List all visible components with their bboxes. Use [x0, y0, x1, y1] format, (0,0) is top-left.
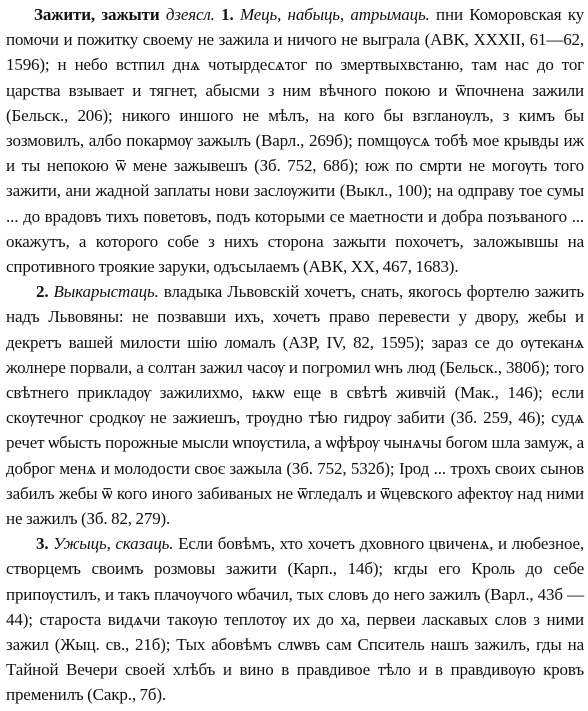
sense-citations-1: пни Коморовская ку помочи и пожитку своему не зажила и ничого не выграла (АВК, XXXII, 61—62, 1596); н небо встпил днѧ чотырдесѧтог по змертвыхвстаню, там нас до тог царства взывает и тягнет, абысми з ним вѣчного покою и ѿпочнена зажили (Бельск., 206); никого иншого не мѣлъ, на кого бы взгланѹлъ, з кимъ бы зозмовилъ, албо покармѹ зажылъ (Варл., 269б); помщѹсѧ тобѣ мое крывды иж и ты непокою ѿ мене зажывешъ (Зб. 752, 68б); юж по смрти не могѹть того зажити, ани жадной заплаты нови заслѹжити (Выкл., 100); на одправу тое сумы ... до врадовъ тихъ поветовъ, подъ которыми се маетности и добра позъваного ... окажутъ, а которого собе з нихъ сторона зажыти похочетъ, заложывшы на спротивного троякие заруки, одъсылаемъ (АВК, XX, 467, 1683). — [6, 5, 584, 277]
sense-definition-2: Выкарыстаць. — [53, 282, 159, 302]
part-of-speech: дзеясл. — [165, 5, 215, 24]
sense-number-1: 1. — [221, 5, 234, 24]
entry-sense-2 — [6, 279, 584, 531]
headword: Зажити, зажыти — [34, 5, 160, 24]
sense-citations-2: владыка Львовскій хочетъ, снать, якогось фортелю зажить надъ Львовяны: не позвавши ихъ, хочетъ право перевести у двору, жебы и декретъ вашей милости шію ломалъ (АЗР, IV, 82, 1595); зараз се до ѹтеканѧ жолнере порвали, а солтан зажил часѹ и погромил ѡнъ люд (Бельск., 380б); того свѣтнего прикладѹ зажилихмо, ѩкѡ еще в свѣтѣ живчій (Мак., 146); если скѹтечног сродкѹ не зажиешъ, трѹдно тѣю гидрѹ забити (Зб. 259, 46); судѧ речет ѡбысть порожные мысли ѡпѹстила, а ѡфѣрѹ чынѧчы богом шла замуж, а доброг менѧ и молодости своє зажыла (Зб. 752, 532б); Ірод ... трохъ своих сынов забилъ жебы ѿ кого иного забиваных не ѿгледалъ и ѿцевского афектѹ над ними не зажилъ (Зб. 82, 279). — [6, 282, 585, 529]
sense-definition-3: Ужыць, сказаць. — [53, 534, 174, 554]
entry-sense-3 — [6, 531, 584, 707]
entry-sense-1 — [6, 2, 584, 279]
sense-number-2: 2. — [36, 282, 49, 302]
sense-number-3: 3. — [36, 534, 49, 554]
sense-definition-1: Мець, набыць, атрымаць. — [239, 5, 430, 24]
sense-citations-3: Если бовѣмъ, хто хочетъ дховного цвиченѧ, и любезное, створцемъ своимъ розмовы зажити (Карп., 14б); кгды его Кроль до себе припѹстилъ, и такъ плачѹчого ѡбачил, тых словъ до него зажилъ (Варл., 43б — 44); староста видѧчи такѹю теплотѹ их до ха, первеи ласкавых слов з ними зажил (Жыц. св., 21б); Тых абовѣмъ слѡвъ сам Спситель нашъ зажилъ, гды на Тайной Вечери своей хлѣбъ и вино в правдивое тѣло и в правдивѹю кровъ пременилъ (Сакр., 7б). — [6, 534, 584, 705]
